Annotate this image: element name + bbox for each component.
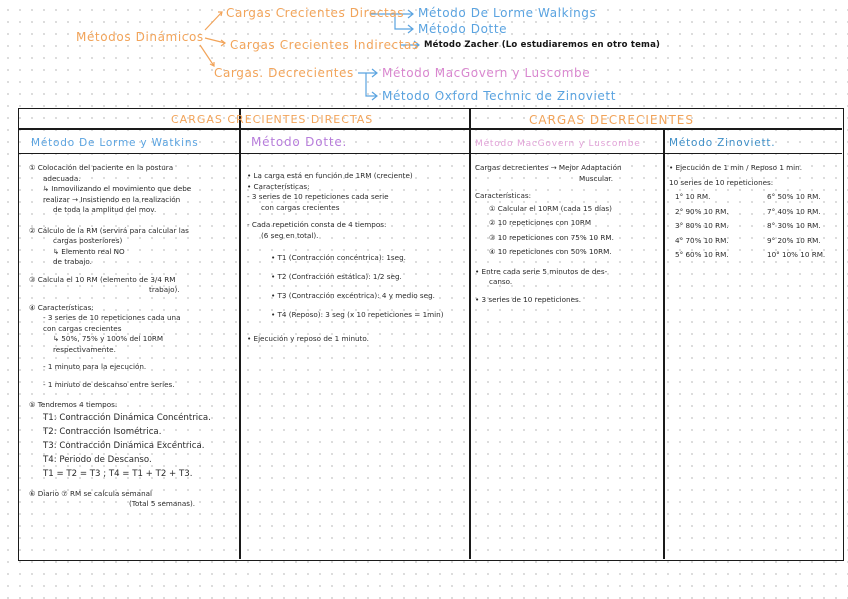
text-line: - 1 minuto para la ejecución. [43,362,147,371]
series-cell: 1° 10 RM. [675,192,711,201]
zinoviett-row [669,205,841,220]
method-zinoviett: Método Oxford Technic de Zinoviett [382,89,616,103]
text-line: T1: Contracción Dinámica Concéntrica. [43,412,211,423]
series-cell: 10° 10% 10 RM. [767,250,826,259]
text-line: • Ejecución de 1 min / Reposo 1 min. [669,163,803,172]
dotte-content [247,171,465,345]
mindmap-root: Métodos Dinámicos [76,30,204,44]
series-cell: 6° 50% 10 RM. [767,192,821,201]
text-line: • 3 series de 10 repeticiones. [475,294,582,304]
text-line: ② Cálculo de la RM (servirá para calcular las [29,225,189,235]
divider-group-header [19,128,842,130]
method-dotte: Método Dotte [418,22,508,36]
text-line: Muscular. [579,173,613,183]
text-line: ↳ Elemento real NO [53,246,125,256]
branch-crecientes-indirectas: Cargas Crecientes Indirectas [230,38,419,52]
text-line: • Ejecución y reposo de 1 minuto. [247,334,369,343]
text-line: T4: Periodo de Descanso. [43,455,152,466]
text-line: Características: [475,191,532,200]
text-line: cargas posteriores) [53,236,123,245]
text-line: adecuada. [43,173,81,183]
series-cell: 2° 90% 10 RM. [675,206,729,216]
divider-column-header [19,153,842,154]
column-header-de-lorme: Método De Lorme y Watkins [31,137,199,149]
column-header-dotte: Método Dotte. [251,135,348,149]
text-line: - 3 series de 10 repeticiones cada una [43,313,181,322]
text-line: Cargas decrecientes → Mejor Adaptación [475,163,622,172]
text-line: ↳ Inmovilizando el movimiento que debe [43,184,192,193]
text-line: respectivamente. [53,344,116,354]
series-cell: 7° 40% 10 RM. [767,206,821,216]
zinoviett-row [669,248,841,263]
series-cell: 3° 80% 10 RM. [675,221,729,230]
text-line: con cargas crecientes [43,323,122,333]
text-line: ④ 10 repeticiones con 50% 10RM. [489,247,612,256]
series-cell: 5° 60% 10 RM. [675,250,729,259]
text-line: ① Colocación del paciente en la postura [29,163,174,172]
text-line: • Entre cada serie 5 minutos de des- [475,266,608,276]
group-header-crecientes: CARGAS CRECIENTES DIRECTAS [171,113,374,126]
text-line: de toda la amplitud del mov. [53,205,157,214]
text-line: ⑤ Tendremos 4 tiempos: [29,400,118,409]
column-header-macgovern: Método MacGovern y Luscombe [475,139,641,149]
text-line: T3: Contracción Dinámica Excéntrica. [43,440,205,451]
text-line: ③ Calcula el 10 RM (elemento de 3/4 RM [29,274,176,284]
branch-crecientes-directas: Cargas Crecientes Directas [226,6,405,20]
zinoviett-row [669,234,841,249]
zinoviett-row [669,190,841,205]
divider-col-1 [239,109,241,559]
macgovern-content [475,163,661,305]
zinoviett-row [669,219,841,234]
de-lorme-content [29,163,235,510]
text-line: ② 10 repeticiones con 10RM [489,218,592,227]
series-cell: 9° 20% 10 RM. [767,235,821,245]
text-line: • T2 (Contracción estática): 1/2 seg. [271,272,402,281]
text-line: 10 series de 10 repeticiones: [669,177,774,187]
text-line: - 3 series de 10 repeticiones cada serie [247,192,389,201]
text-line: ⑥ Diario ⑦ RM se calcula semanal [29,488,153,498]
series-cell: 4° 70% 10 RM. [675,235,729,245]
text-line: - 1 minuto de descanso entre series. [43,379,175,389]
method-macgovern: Método MacGovern y Luscombe [382,66,591,80]
series-cell: 8° 30% 10 RM. [767,221,821,230]
text-line: • T4 (Reposo): 3 seg (x 10 repeticiones = 1min) [271,310,444,319]
text-line: ④ Características: [29,302,94,312]
method-de-lorme: Método De Lorme Walkings [418,6,597,20]
divider-col-3 [663,129,665,559]
text-line: de trabajo. [53,257,92,266]
method-zacher: Método Zacher (Lo estudiaremos en otro tema) [424,40,661,50]
text-line: trabajo). [149,285,180,294]
text-line: ① Calcular el 10RM (cada 15 días) [489,203,612,213]
text-line: ③ 10 repeticiones con 75% 10 RM. [489,232,614,242]
column-header-zinoviett: Método Zinoviett. [669,137,776,149]
zinoviett-content [669,161,841,263]
text-line: (6 seg en total). [261,230,319,240]
group-header-decrecientes: CARGAS DECRECIENTES [529,113,694,127]
text-line: canso. [489,277,513,286]
text-line: • Características: [247,181,310,191]
text-line: (Total 5 semanas). [129,499,196,509]
divider-col-2 [469,109,471,559]
methods-table [18,108,844,561]
text-line: T2: Contracción Isométrica. [43,426,162,437]
branch-decrecientes: Cargas. Decrecientes [214,66,354,80]
text-line: realizar → Insistiendo en la realización [43,194,181,204]
text-line: • T1 (Contracción concéntrica): 1seg. [271,253,406,262]
text-line: • La carga está en función de 1RM (creciente) [247,171,413,180]
text-line: con cargas crecientes [261,202,340,212]
text-line: - Cada repetición consta de 4 tiempos: [247,220,387,229]
text-line: • T3 (Contracción excéntrica): 4 y medio seg. [271,291,435,300]
text-line: ↳ 50%, 75% y 100% del 10RM [53,334,164,343]
text-line: T1 = T2 = T3 ; T4 = T1 + T2 + T3. [43,469,193,480]
